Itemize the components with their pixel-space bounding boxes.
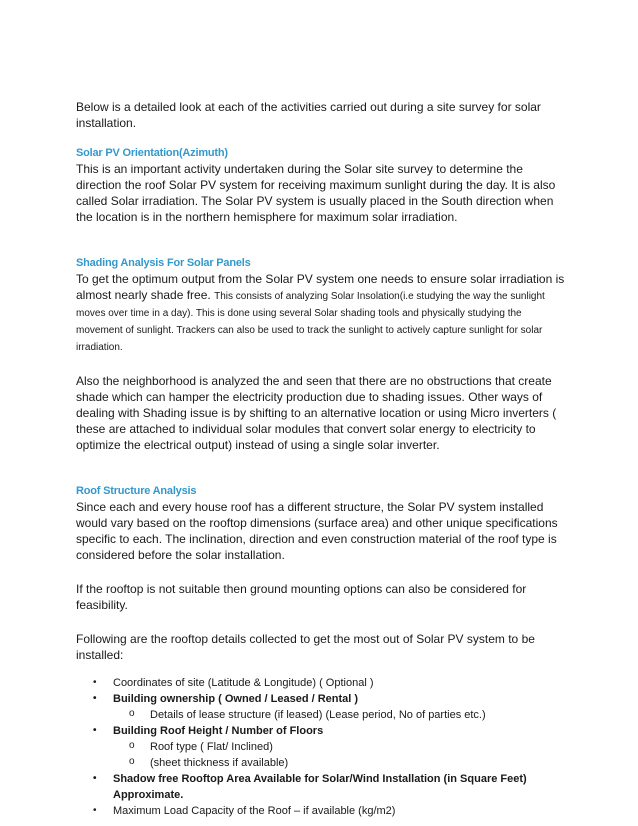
section-heading: Shading Analysis For Solar Panels <box>76 257 251 269</box>
section-heading: Roof Structure Analysis <box>76 485 197 497</box>
section-heading: Solar PV Orientation(Azimuth) <box>76 147 228 159</box>
section-orientation <box>76 145 566 225</box>
sub-list-item <box>113 739 566 755</box>
section-paragraph: Also the neighborhood is analyzed the and seen that there are no obstructions that create shade which can hamper the electricity production due to shading issues. Other ways of dealing with Shading issue is by shifting to an alternative location or using Micro inverters ( these are attached to individual solar modules that convert solar energy to electricity to optimize the electrical output) instead of using a single solar inverter. <box>76 374 557 452</box>
bullet-icon: • <box>93 677 97 688</box>
bullet-icon: • <box>93 805 97 816</box>
section-paragraph: Since each and every house roof has a different structure, the Solar PV system installed would vary based on the rooftop dimensions (surface area) and other unique specifications specific to each. The inclination, direction and even construction material of the roof type is considered before the solar installation. <box>76 500 558 562</box>
list-item-text: Building Roof Height / Number of Floors <box>113 725 324 737</box>
list-item-text: Shadow free Rooftop Area Available for Solar/Wind Installation (in Square Feet) Approximate. <box>113 773 527 801</box>
circle-bullet-icon: o <box>129 740 135 751</box>
bullet-icon: • <box>93 773 97 784</box>
section-paragraph: If the rooftop is not suitable then ground mounting options can also be considered for feasibility. <box>76 582 527 612</box>
circle-bullet-icon: o <box>129 708 135 719</box>
list-item-text: Maximum Load Capacity of the Roof – if available (kg/m2) <box>113 805 396 817</box>
list-item-text: Building ownership ( Owned / Leased / Rental ) <box>113 693 359 705</box>
bullet-icon: • <box>93 693 97 704</box>
sub-list-item-text: Details of lease structure (if leased) (Lease period, No of parties etc.) <box>150 709 486 721</box>
bullet-icon: • <box>93 725 97 736</box>
sub-list-item-text: Roof type ( Flat/ Inclined) <box>150 741 273 753</box>
section-paragraph: This is an important activity undertaken during the Solar site survey to determine the direction the roof Solar PV system for receiving maximum sunlight during the day. It is also called Solar irradiation. The Solar PV system is usually placed in the South direction when the location is in the northern hemisphere for maximum solar irradiation. <box>76 162 556 224</box>
sub-list <box>113 707 566 723</box>
list-item <box>76 675 566 691</box>
list-item-text: Coordinates of site (Latitude & Longitude) ( Optional ) <box>113 677 374 689</box>
circle-bullet-icon: o <box>129 756 135 767</box>
sub-list-item-text: (sheet thickness if available) <box>150 757 289 769</box>
list-item <box>76 691 566 723</box>
lead-text: To get the optimum output from the Solar PV system one needs to ensure solar irradiation is almost nearly shade free. <box>76 272 565 302</box>
lead-small-text: This consists of analyzing Solar Insolation(i.e studying the way the sunlight moves over time in a day). This is done using several Solar shading tools and physically studying the movement of sunlight. Trackers can also be used to track the sunlight to actively capture sunlight for solar irradiation. <box>76 291 545 353</box>
sub-list-item <box>113 707 566 723</box>
list-item <box>76 771 566 803</box>
section-paragraph <box>76 271 566 355</box>
sub-list-item <box>113 755 566 771</box>
rooftop-details-list <box>76 675 566 819</box>
list-item <box>76 723 566 771</box>
intro-paragraph: Below is a detailed look at each of the activities carried out during a site survey for solar installation. <box>76 100 541 130</box>
section-paragraph: Following are the rooftop details collected to get the most out of Solar PV system to be installed: <box>76 632 535 662</box>
section-roof-structure <box>76 483 566 819</box>
sub-list <box>113 739 566 771</box>
document-body <box>76 99 566 819</box>
list-item <box>76 803 566 819</box>
section-shading <box>76 255 566 453</box>
